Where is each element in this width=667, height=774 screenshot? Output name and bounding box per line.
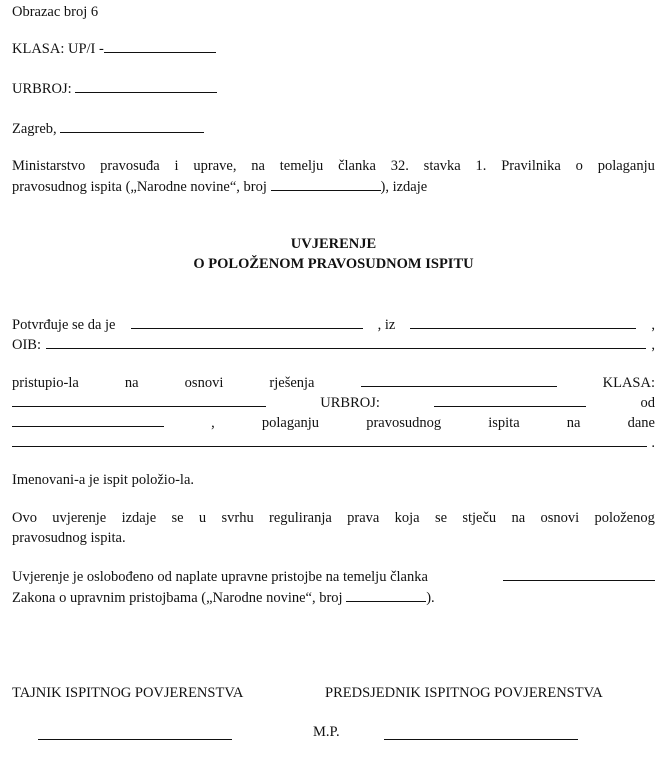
purpose-word: svrhu (221, 510, 254, 526)
intro-word: stavka (423, 158, 461, 174)
intro-word: Ministarstvo (12, 158, 86, 174)
origin-blank[interactable] (410, 314, 636, 329)
intro-line-2 (12, 176, 655, 197)
purpose-word: se (434, 510, 448, 526)
urbroj-label: URBROJ: (12, 81, 72, 97)
purpose-word: prava (347, 510, 380, 526)
exam-word: polaganju (261, 415, 320, 431)
urbroj-field (12, 78, 217, 99)
exemption-gazette-blank[interactable] (346, 587, 426, 602)
decision-line-2 (12, 392, 655, 413)
purpose-paragraph (12, 508, 655, 548)
from-label: , iz (377, 317, 396, 333)
decision-line-4 (12, 432, 655, 453)
intro-word: 1. (475, 158, 487, 174)
intro-text: pravosudnog ispita („Narodne novine“, broj (12, 179, 267, 195)
decision-word: rješenja (269, 375, 315, 391)
decision-urbroj-blank[interactable] (434, 392, 586, 407)
decision-klasa-blank[interactable] (12, 392, 266, 407)
decision-line-1 (12, 372, 655, 393)
intro-word: pravosuđa (100, 158, 160, 174)
place-label: Zagreb, (12, 121, 57, 137)
purpose-word: koja (394, 510, 420, 526)
decision-end: . (651, 435, 655, 451)
confirm-comma: , (651, 317, 655, 333)
purpose-word: uvjerenje (52, 510, 107, 526)
exam-word: pravosudnog (366, 415, 442, 431)
gazette-number-blank[interactable] (271, 176, 381, 191)
exam-word: na (566, 415, 581, 431)
exemption-law-text: Zakona o upravnim pristojbama („Narodne novine“, broj (12, 590, 343, 606)
form-number: Obrazac broj 6 (12, 4, 99, 20)
purpose-line-2: pravosudnog ispita. (12, 530, 126, 546)
intro-word: članka (338, 158, 376, 174)
intro-word: polaganju (597, 158, 655, 174)
purpose-word: Ovo (12, 510, 37, 526)
oib-line (12, 334, 655, 355)
exemption-end: ). (426, 590, 435, 606)
purpose-word: izdaje (121, 510, 157, 526)
decision-word: na (124, 375, 139, 391)
intro-end: ), izdaje (380, 179, 428, 195)
decision-word: pristupio-la (12, 375, 79, 391)
decision-word: osnovi (184, 375, 224, 391)
confirm-label: Potvrđuje se da je (12, 317, 116, 333)
urbroj-blank[interactable] (75, 78, 217, 93)
decision-klasa-label: KLASA: (602, 375, 655, 391)
place-date-field (12, 118, 204, 139)
document-title: UVJERENJE (290, 236, 377, 252)
exemption-line-1 (12, 566, 655, 587)
purpose-line-1 (12, 508, 655, 528)
purpose-word: reguliranja (269, 510, 332, 526)
purpose-word: u (198, 510, 207, 526)
secretary-signature-line[interactable] (38, 738, 232, 740)
klasa-field (12, 38, 216, 59)
secretary-label: TAJNIK ISPITNOG POVJERENSTVA (12, 685, 244, 701)
president-label: PREDSJEDNIK ISPITNOG POVJERENSTVA (325, 685, 603, 701)
decision-line-3 (12, 412, 655, 433)
decision-date-label: od (640, 395, 655, 411)
president-signature-line[interactable] (384, 738, 578, 740)
document-subtitle: O POLOŽENOM PRAVOSUDNOM ISPITU (193, 256, 474, 272)
intro-word: na (251, 158, 265, 174)
intro-word: Pravilnika (501, 158, 561, 174)
intro-word: uprave, (193, 158, 237, 174)
intro-word: temelju (279, 158, 324, 174)
article-blank[interactable] (503, 566, 655, 581)
exam-word: , (211, 415, 215, 431)
exemption-text: Uvjerenje je oslobođeno od naplate upravne pristojbe na temelju članka (12, 569, 428, 585)
date-blank[interactable] (60, 118, 204, 133)
purpose-word: na (511, 510, 526, 526)
intro-word: 32. (390, 158, 409, 174)
intro-word: o (575, 158, 583, 174)
intro-word: i (174, 158, 179, 174)
exam-dates-blank[interactable] (12, 432, 647, 447)
klasa-label: KLASA: UP/I - (12, 41, 104, 57)
exemption-paragraph (12, 566, 655, 608)
oib-blank[interactable] (46, 334, 646, 349)
exam-word: dane (627, 415, 655, 431)
decision-blank[interactable] (361, 372, 557, 387)
oib-label: OIB: (12, 337, 41, 353)
name-blank[interactable] (131, 314, 363, 329)
purpose-word: se (171, 510, 184, 526)
purpose-word: osnovi (540, 510, 580, 526)
decision-urbroj-label: URBROJ: (320, 395, 380, 411)
oib-comma: , (651, 337, 655, 353)
purpose-word: položenog (594, 510, 655, 526)
exam-word: ispita (488, 415, 520, 431)
intro-paragraph (12, 156, 655, 197)
decision-date-blank[interactable] (12, 412, 164, 427)
exemption-line-2 (12, 587, 655, 608)
passed-statement: Imenovani-a je ispit položio-la. (12, 472, 195, 488)
klasa-blank[interactable] (104, 38, 216, 53)
intro-line-1 (12, 156, 655, 176)
confirm-line (12, 314, 655, 335)
purpose-word: stječu (462, 510, 497, 526)
stamp-label: M.P. (313, 724, 340, 740)
